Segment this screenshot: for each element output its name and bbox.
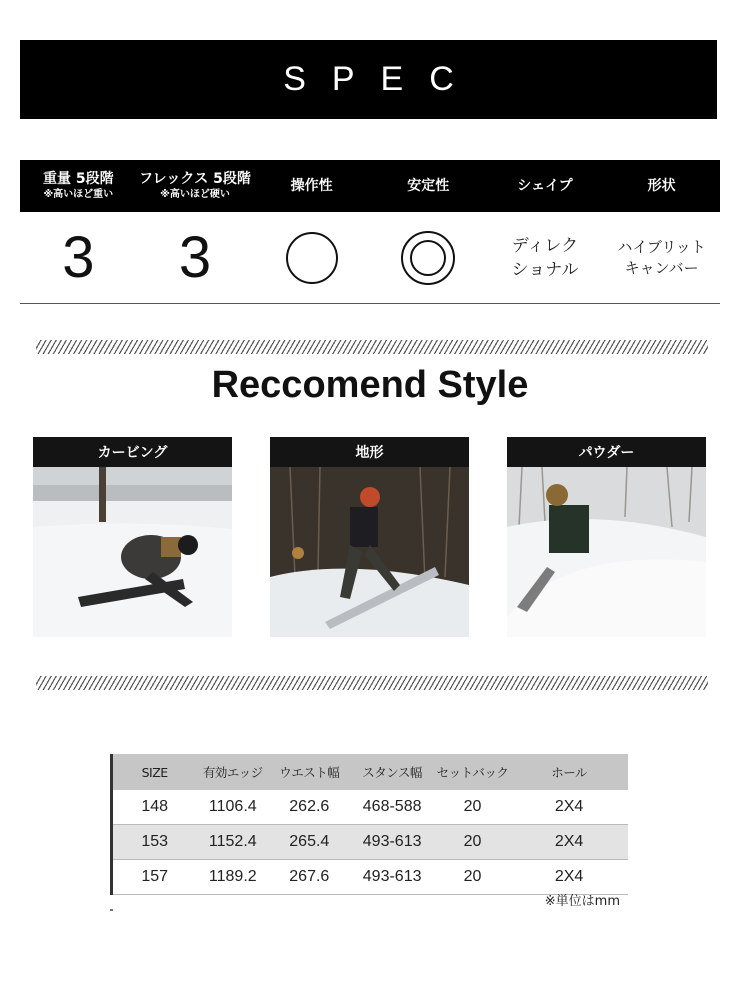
double-circle-icon: [401, 231, 455, 285]
value-flex: [137, 212, 254, 303]
cell-setback: 20: [435, 825, 510, 860]
header-stability-label: 安定性: [407, 177, 450, 194]
value-profile: [603, 212, 720, 303]
col-size: SIZE: [112, 754, 197, 790]
rating-header-row: [20, 160, 720, 212]
style-label-carving: カービング: [33, 437, 232, 467]
cell-setback: 20: [435, 790, 510, 825]
table-footnote-mark: [110, 909, 113, 911]
cell-size: 148: [112, 790, 197, 825]
spec-title: SPEC: [283, 60, 480, 98]
col-stance-width: スタンス幅: [349, 754, 435, 790]
cell-hole: 2X4: [510, 790, 628, 825]
cell-hole: 2X4: [510, 825, 628, 860]
size-table-header: [112, 754, 629, 790]
table-row: [112, 825, 629, 860]
size-spec-table: [110, 754, 628, 895]
header-shape: [487, 160, 604, 212]
cell-edge: 1189.2: [196, 860, 269, 895]
header-shape-label: シェイプ: [517, 177, 573, 194]
cell-stance: 493-613: [349, 825, 435, 860]
carving-photo: [33, 467, 232, 637]
recommend-title: Reccomend Style: [211, 364, 529, 406]
cell-waist: 262.6: [269, 790, 349, 825]
value-shape: [487, 212, 604, 303]
col-waist-width: ウエスト幅: [269, 754, 349, 790]
cell-size: 157: [112, 860, 197, 895]
value-handling: [253, 212, 370, 303]
spec-banner: [20, 40, 717, 119]
cell-waist: 267.6: [269, 860, 349, 895]
style-card-terrain: [270, 437, 469, 637]
powder-photo: [507, 467, 706, 637]
header-handling-label: 操作性: [290, 177, 333, 194]
flex-value: 3: [178, 224, 212, 290]
header-flex: [137, 160, 254, 212]
cell-stance: 493-613: [349, 860, 435, 895]
value-weight: [20, 212, 137, 303]
header-stability: [370, 160, 487, 212]
cell-stance: 468-588: [349, 790, 435, 825]
header-profile: [603, 160, 720, 212]
cell-setback: 20: [435, 860, 510, 895]
single-circle-icon: [286, 232, 338, 284]
style-label-powder: パウダー: [507, 437, 706, 467]
cell-hole: 2X4: [510, 860, 628, 895]
col-hole: ホール: [510, 754, 628, 790]
col-setback: セットバック: [435, 754, 510, 790]
table-row: [112, 790, 629, 825]
header-flex-note: ※高いほど硬い: [160, 189, 230, 200]
value-stability: [370, 212, 487, 303]
header-profile-label: 形状: [647, 177, 676, 194]
shape-value: ディレク ショナル: [511, 235, 579, 280]
cell-waist: 265.4: [269, 825, 349, 860]
cell-edge: 1106.4: [196, 790, 269, 825]
unit-note: ※単位はmm: [544, 894, 620, 909]
header-weight: [20, 160, 137, 212]
cell-edge: 1152.4: [196, 825, 269, 860]
header-handling: [253, 160, 370, 212]
rating-value-row: [20, 212, 720, 304]
cell-size: 153: [112, 825, 197, 860]
profile-value: ハイブリット キャンバー: [617, 237, 706, 277]
header-weight-label: 重量 5段階: [43, 171, 114, 187]
slash-divider-bottom: [36, 676, 708, 690]
header-weight-note: ※高いほど重い: [43, 189, 114, 200]
header-flex-label: フレックス 5段階: [139, 171, 251, 187]
style-card-carving: [33, 437, 232, 637]
style-card-powder: [507, 437, 706, 637]
slash-divider-top: [36, 340, 708, 354]
style-label-terrain: 地形: [270, 437, 469, 467]
terrain-photo: [270, 467, 469, 637]
weight-value: 3: [62, 224, 95, 290]
col-effective-edge: 有効エッジ: [196, 754, 269, 790]
